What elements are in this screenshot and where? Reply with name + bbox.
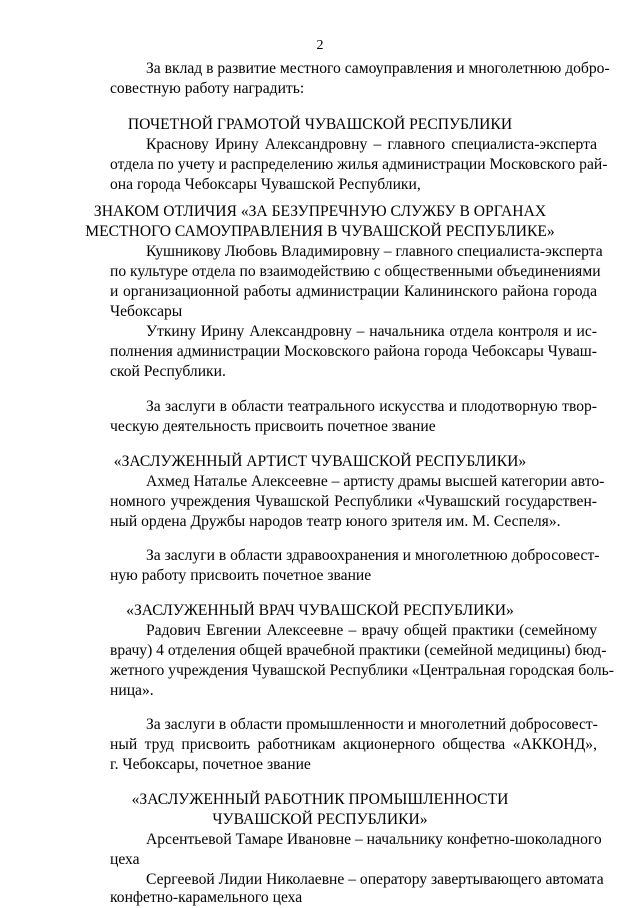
paragraph-line: по культуре отдела по взаимодействию с общественными объединениями <box>110 263 601 280</box>
award-heading: «ЗАСЛУЖЕННЫЙ АРТИСТ ЧУВАШСКОЙ РЕСПУБЛИКИ» <box>113 453 527 470</box>
paragraph-line: ный труд присвоить работникам акционерного общества «АККОНД», <box>110 736 597 753</box>
paragraph-line: номного учреждения Чувашской Республики «Чувашский государствен- <box>110 493 597 510</box>
paragraph-line: ческую деятельность присвоить почетное звание <box>110 418 436 435</box>
award-heading: ЧУВАШСКОЙ РЕСПУБЛИКИ» <box>212 811 428 828</box>
paragraph-line: За вклад в развитие местного самоуправления и многолетнюю добро- <box>146 60 610 77</box>
paragraph-line: отдела по учету и распределению жилья администрации Московского рай- <box>110 156 608 173</box>
page-number: 2 <box>316 38 324 53</box>
paragraph-line: она города Чебоксары Чувашской Республики, <box>110 176 421 193</box>
paragraph-line: Чебоксары <box>110 303 183 320</box>
paragraph-line: полнения администрации Московского района города Чебоксары Чуваш- <box>110 343 597 360</box>
paragraph-line: конфетно-карамельного цеха <box>110 889 303 906</box>
paragraph-line: Радович Евгении Алексеевне – врачу общей практики (семейному <box>146 622 597 639</box>
paragraph-line: За заслуги в области здравоохранения и многолетнюю добросовест- <box>146 547 600 564</box>
paragraph-line: Сергеевой Лидии Николаевне – оператору завертывающего автомата <box>146 871 604 888</box>
paragraph-line: Краснову Ирину Александровну – главного специалиста-эксперта <box>146 136 597 153</box>
paragraph-line: Уткину Ирину Александровну – начальника отдела контроля и ис- <box>146 323 597 340</box>
paragraph-line: г. Чебоксары, почетное звание <box>110 756 311 773</box>
award-heading: МЕСТНОГО САМОУПРАВЛЕНИЯ В ЧУВАШСКОЙ РЕСПУБЛИКЕ» <box>85 223 555 240</box>
paragraph-line: Кушникову Любовь Владимировну – главного специалиста-эксперта <box>146 243 603 260</box>
paragraph-line: врачу) 4 отделения общей врачебной практики (семейной медицины) бюд- <box>110 642 607 659</box>
paragraph-line: ную работу присвоить почетное звание <box>110 567 372 584</box>
paragraph-line: За заслуги в области театрального искусства и плодотворную твор- <box>146 398 597 415</box>
paragraph-line: За заслуги в области промышленности и многолетний добросовест- <box>146 716 598 733</box>
paragraph-line: ница». <box>110 682 154 699</box>
paragraph-line: ный ордена Дружбы народов театр юного зрителя им. М. Сеспеля». <box>110 513 561 530</box>
paragraph-line: ской Республики. <box>110 363 226 380</box>
paragraph-line: Арсентьевой Тамаре Ивановне – начальнику конфетно-шоколадного <box>146 831 602 848</box>
paragraph-line: и организационной работы администрации Калининского района города <box>110 283 597 300</box>
award-heading: «ЗАСЛУЖЕННЫЙ РАБОТНИК ПРОМЫШЛЕННОСТИ <box>131 791 509 808</box>
award-heading: ПОЧЕТНОЙ ГРАМОТОЙ ЧУВАШСКОЙ РЕСПУБЛИКИ <box>127 116 513 133</box>
paragraph-line: цеха <box>110 851 140 868</box>
paragraph-line: Ахмед Наталье Алексеевне – артисту драмы высшей категории авто- <box>146 473 605 490</box>
award-heading: «ЗАСЛУЖЕННЫЙ ВРАЧ ЧУВАШСКОЙ РЕСПУБЛИКИ» <box>126 602 514 619</box>
paragraph-line: жетного учреждения Чувашской Республики «Центральная городская боль- <box>110 662 614 679</box>
paragraph-line: совестную работу наградить: <box>110 80 305 97</box>
award-heading: ЗНАКОМ ОТЛИЧИЯ «ЗА БЕЗУПРЕЧНУЮ СЛУЖБУ В ОРГАНАХ <box>93 203 547 220</box>
